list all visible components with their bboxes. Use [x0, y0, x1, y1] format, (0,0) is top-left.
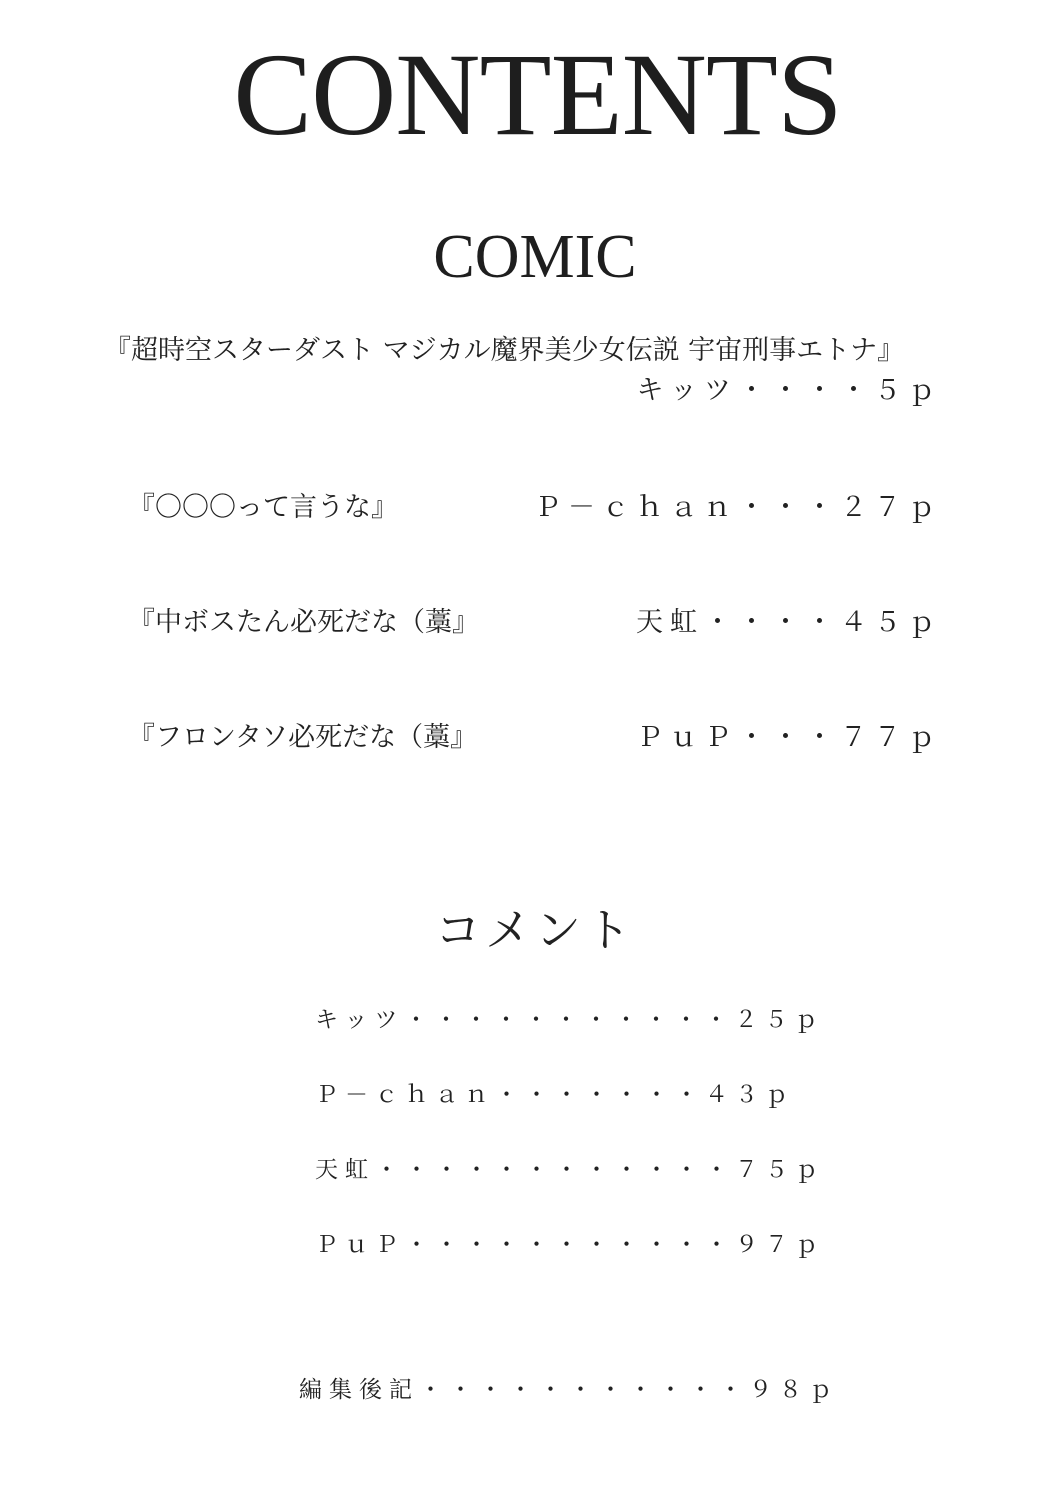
comic-entry-3-title: 『中ボスたん必死だな（藁』	[128, 607, 479, 638]
comic-entry-2-author-page: Ｐ－ｃｈａｎ・・・２７ｐ	[534, 492, 942, 523]
comment-entry-4: ＰｕＰ・・・・・・・・・・・９７ｐ	[315, 1232, 825, 1258]
comic-section-heading: COMIC	[433, 223, 637, 291]
comment-entry-1: キッツ・・・・・・・・・・・２５ｐ	[315, 1007, 825, 1033]
afterword-entry: 編集後記・・・・・・・・・・・９８ｐ	[299, 1377, 839, 1403]
comic-entry-4-title: 『フロンタソ必死だな（藁』	[128, 722, 478, 753]
comments-section-heading: コメント	[435, 903, 635, 957]
comic-entry-1-title: 『超時空スターダスト マジカル魔界美少女伝説 宇宙刑事エトナ』	[104, 335, 905, 366]
comic-entry-3-author-page: 天虹・・・・４５ｐ	[636, 607, 942, 638]
comic-entry-2-title: 『〇〇〇って言うな』	[128, 492, 398, 523]
comic-entry-4-author-page: ＰｕＰ・・・７７ｐ	[636, 722, 942, 753]
comment-entry-2: Ｐ－ｃｈａｎ・・・・・・・４３ｐ	[315, 1082, 795, 1108]
comic-entry-1-author-page: キッツ・・・・５ｐ	[636, 375, 942, 406]
comment-entry-3: 天虹・・・・・・・・・・・・７５ｐ	[315, 1157, 825, 1183]
page-title: CONTENTS	[233, 29, 842, 160]
